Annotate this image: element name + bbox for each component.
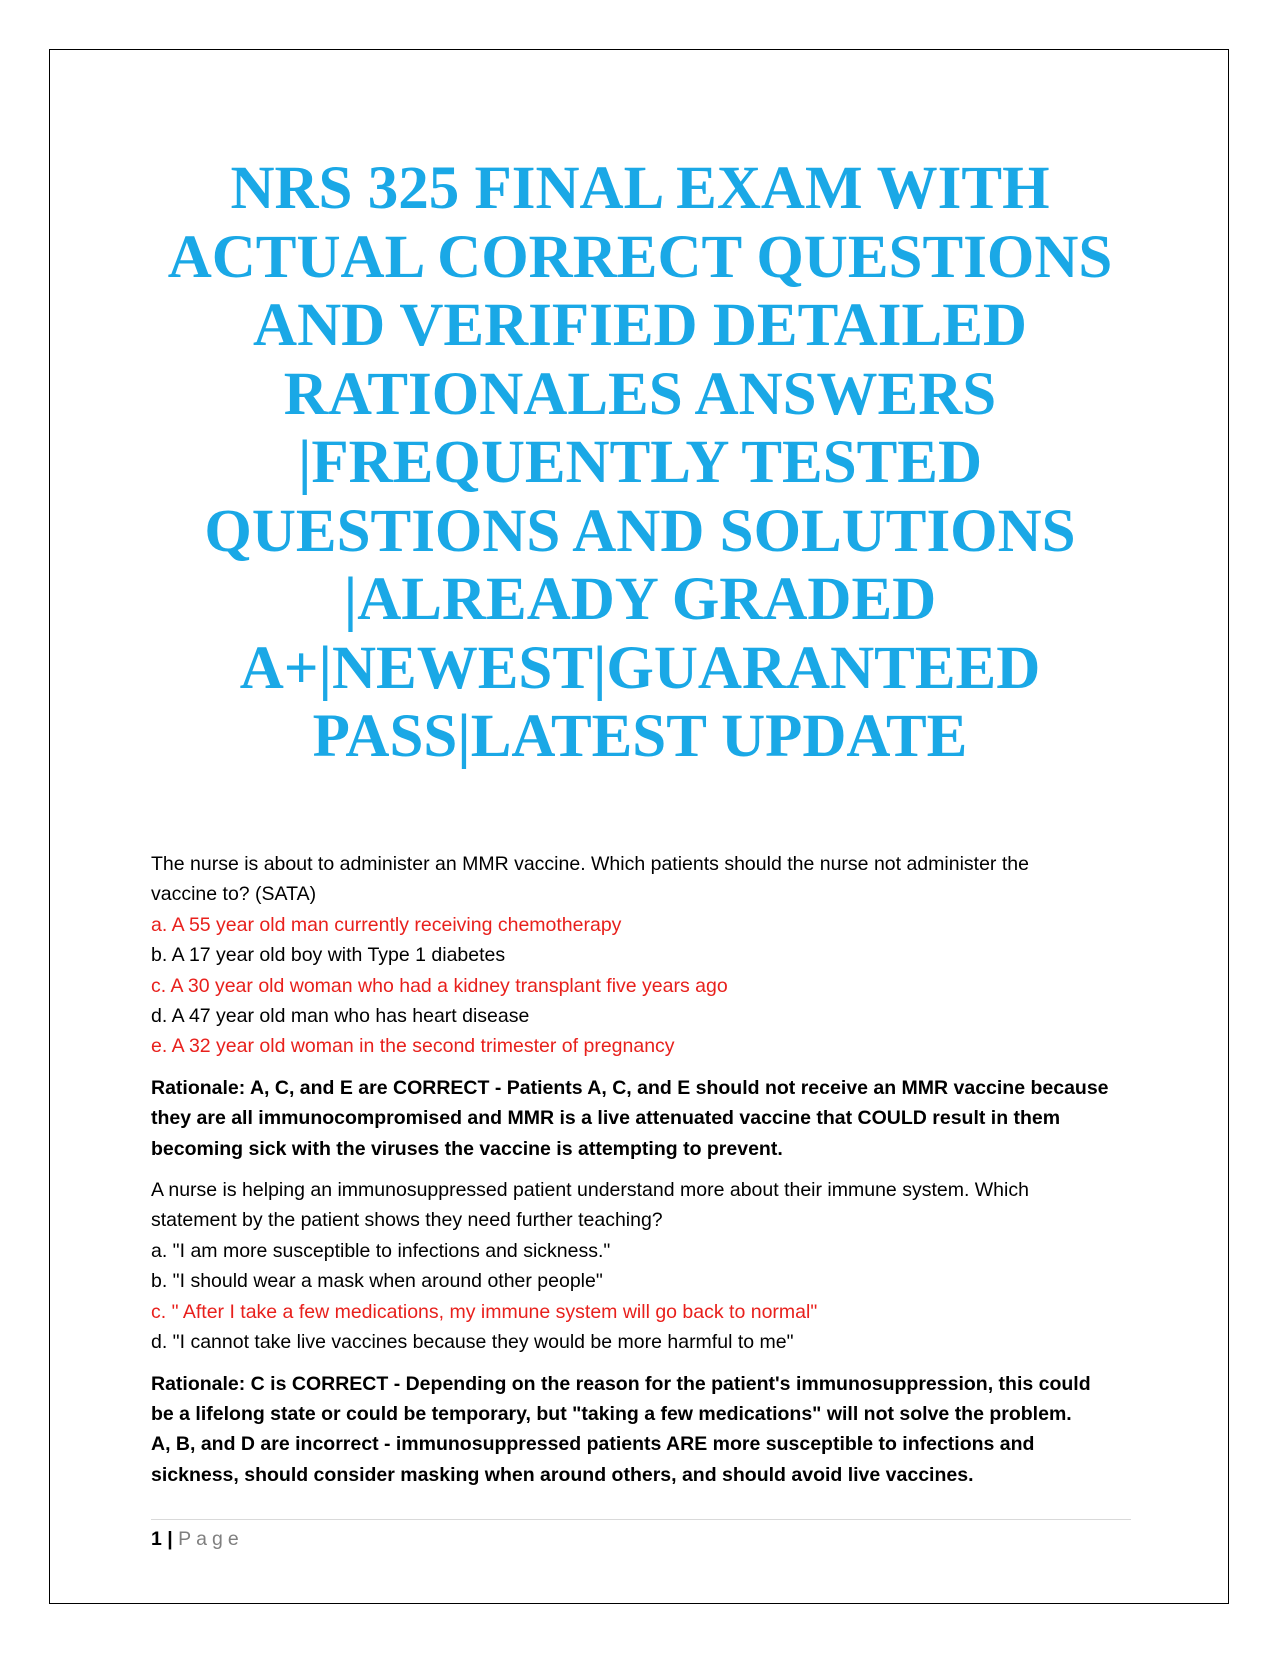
rationale-2 bbox=[151, 1369, 1141, 1491]
question-stem: statement by the patient shows they need further teaching? bbox=[151, 1209, 663, 1232]
question-stem: A nurse is helping an immunosuppressed patient understand more about their immune system. Which bbox=[151, 1179, 1029, 1202]
option-correct: c. A 30 year old woman who had a kidney transplant five years ago bbox=[151, 974, 728, 997]
title-line: A+|NEWEST|GUARANTEED bbox=[239, 634, 1041, 702]
title-line: |FREQUENTLY TESTED bbox=[297, 429, 983, 496]
document-body bbox=[151, 849, 1141, 1501]
rationale-line: be a lifelong state or could be temporary, but "taking a few medications" will not solve the problem. bbox=[151, 1402, 1072, 1425]
question-stem: The nurse is about to administer an MMR vaccine. Which patients should the nurse not administer the bbox=[151, 853, 1029, 875]
footer-separator: | bbox=[167, 1528, 173, 1550]
title-line: PASS|LATEST UPDATE bbox=[312, 703, 968, 770]
rationale-line: Rationale: C is CORRECT - Depending on the reason for the patient's immunosuppression, this could bbox=[151, 1372, 1091, 1395]
footer-divider bbox=[151, 1519, 1131, 1520]
document-title bbox=[150, 155, 1130, 772]
rationale-line: A, B, and D are incorrect - immunosuppressed patients ARE more susceptible to infections and bbox=[151, 1433, 1035, 1456]
title-line: QUESTIONS AND SOLUTIONS bbox=[204, 497, 1076, 565]
option: d. A 47 year old man who has heart disease bbox=[151, 1005, 530, 1028]
option: b. A 17 year old boy with Type 1 diabetes bbox=[151, 944, 506, 967]
rationale-line: becoming sick with the viruses the vaccine is attempting to prevent. bbox=[151, 1137, 783, 1160]
rationale-line: Rationale: A, C, and E are CORRECT - Patients A, C, and E should not receive an MMR vaccine because bbox=[151, 1076, 1109, 1099]
option: d. "I cannot take live vaccines because they would be more harmful to me" bbox=[151, 1331, 794, 1354]
rationale-1 bbox=[151, 1073, 1141, 1164]
rationale-line: sickness, should consider masking when around others, and should avoid live vaccines. bbox=[151, 1463, 974, 1486]
question-1 bbox=[151, 849, 1141, 1062]
page-footer bbox=[151, 1524, 244, 1554]
rationale-line: they are all immunocompromised and MMR is a live attenuated vaccine that COULD result in them bbox=[151, 1107, 1061, 1130]
page-number: 1 bbox=[151, 1528, 162, 1550]
question-stem: vaccine to? (SATA) bbox=[151, 883, 317, 906]
option-correct: c. " After I take a few medications, my immune system will go back to normal" bbox=[151, 1300, 818, 1323]
title-line: RATIONALES ANSWERS bbox=[283, 360, 997, 428]
title-line: ACTUAL CORRECT QUESTIONS bbox=[167, 223, 1113, 291]
option: b. "I should wear a mask when around other people" bbox=[151, 1270, 603, 1293]
option: a. "I am more susceptible to infections and sickness." bbox=[151, 1239, 611, 1262]
page-label: Page bbox=[178, 1528, 244, 1550]
title-line: |ALREADY GRADED bbox=[343, 566, 937, 633]
title-line: AND VERIFIED DETAILED bbox=[253, 292, 1027, 359]
question-2 bbox=[151, 1175, 1141, 1357]
option-correct: a. A 55 year old man currently receiving chemotherapy bbox=[151, 913, 622, 936]
title-line: NRS 325 FINAL EXAM WITH bbox=[230, 155, 1050, 222]
option-correct: e. A 32 year old woman in the second trimester of pregnancy bbox=[151, 1035, 675, 1058]
